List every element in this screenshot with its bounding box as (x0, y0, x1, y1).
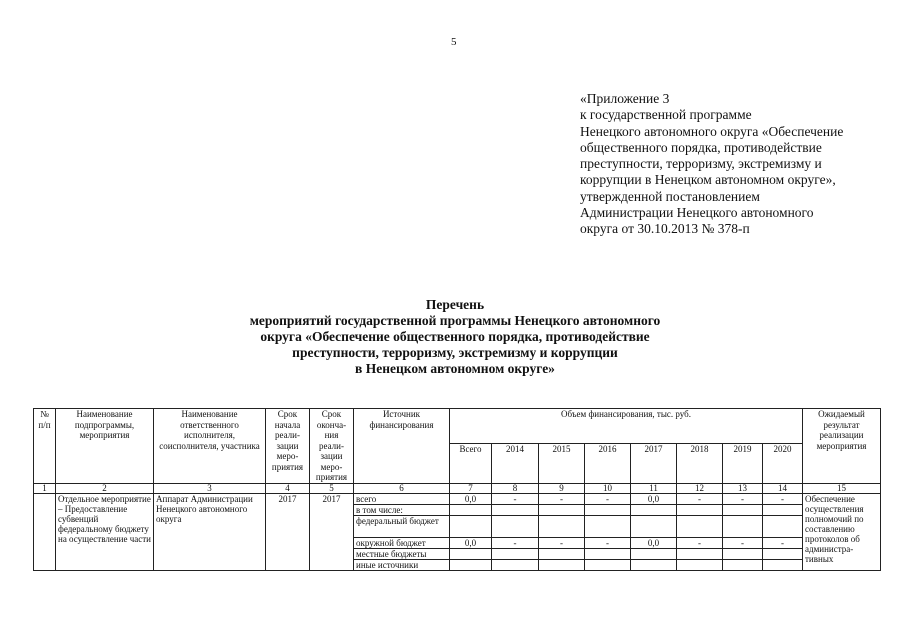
column-number: 8 (492, 483, 539, 493)
value-cell: - (763, 493, 803, 504)
row-num-cell (34, 493, 56, 570)
header-result: Ожидаемый результат реализации мероприятия (803, 409, 881, 484)
title-line: мероприятий государственной программы Ненецкого автономного (249, 313, 661, 328)
value-cell (450, 548, 492, 559)
value-cell (492, 559, 539, 570)
year-header: Всего (450, 443, 492, 483)
column-number: 6 (354, 483, 450, 493)
header-volume: Объем финансирования, тыс. руб. (450, 409, 803, 444)
column-number: 14 (763, 483, 803, 493)
column-number: 13 (723, 483, 763, 493)
column-number: 2 (56, 483, 154, 493)
row-name-cell: Отдельное мероприятие – Предоставление субвенций федеральному бюджету на осуществление части (56, 493, 154, 570)
value-cell: - (492, 493, 539, 504)
value-cell: - (723, 537, 763, 548)
source-label: окружной бюджет (354, 537, 450, 548)
value-cell (677, 559, 723, 570)
column-number: 15 (803, 483, 881, 493)
value-cell: - (763, 537, 803, 548)
column-number: 1 (34, 483, 56, 493)
value-cell: - (723, 493, 763, 504)
value-cell (585, 559, 631, 570)
value-cell (677, 504, 723, 515)
value-cell: - (585, 537, 631, 548)
header-executor: Наименование ответственного исполнителя, соисполнителя, участника (154, 409, 266, 484)
appendix-line: Ненецкого автономного округа «Обеспечение (580, 123, 844, 139)
value-cell: - (585, 493, 631, 504)
value-cell (492, 548, 539, 559)
value-cell: 0,0 (450, 537, 492, 548)
source-label: местные бюджеты (354, 548, 450, 559)
title-line: в Ненецком автономном округе» (355, 361, 555, 376)
value-cell: - (677, 493, 723, 504)
row-result-cell: Обеспечение осуществления полномочий по составлению протоколов об администра-тивных (803, 493, 881, 570)
year-header: 2017 (631, 443, 677, 483)
value-cell (723, 559, 763, 570)
appendix-line: преступности, терроризму, экстремизму и (580, 156, 822, 172)
value-cell: 0,0 (450, 493, 492, 504)
header-num: № п/п (34, 409, 56, 484)
row-end-cell: 2017 (310, 493, 354, 570)
source-label: в том числе: (354, 504, 450, 515)
table-row (34, 493, 881, 504)
value-cell (677, 515, 723, 537)
page-number: 5 (451, 36, 457, 48)
column-number: 9 (539, 483, 585, 493)
appendix-line: округа от 30.10.2013 № 378-п (580, 221, 750, 237)
value-cell (723, 548, 763, 559)
column-number: 5 (310, 483, 354, 493)
value-cell (539, 548, 585, 559)
appendix-line: коррупции в Ненецком автономном округе», (580, 172, 836, 188)
document-title (150, 297, 760, 377)
value-cell (585, 548, 631, 559)
value-cell: 0,0 (631, 493, 677, 504)
appendix-line: Администрации Ненецкого автономного (580, 205, 814, 221)
value-cell (450, 504, 492, 515)
value-cell (763, 504, 803, 515)
value-cell: - (492, 537, 539, 548)
row-executor-cell: Аппарат Администрации Ненецкого автономного округа (154, 493, 266, 570)
appendix-note (580, 91, 880, 238)
year-header: 2014 (492, 443, 539, 483)
value-cell (631, 515, 677, 537)
header-end: Срок оконча-ния реали-зации меро-приятия (310, 409, 354, 484)
column-number: 10 (585, 483, 631, 493)
year-header: 2020 (763, 443, 803, 483)
value-cell (492, 504, 539, 515)
value-cell (585, 515, 631, 537)
header-start: Срок начала реали-зации меро-приятия (266, 409, 310, 484)
title-line: Перечень (425, 297, 485, 312)
value-cell: 0,0 (631, 537, 677, 548)
year-header: 2019 (723, 443, 763, 483)
appendix-line: общественного порядка, противодействие (580, 139, 822, 155)
value-cell (450, 515, 492, 537)
value-cell (539, 515, 585, 537)
year-header: 2018 (677, 443, 723, 483)
column-number: 12 (677, 483, 723, 493)
title-line: округа «Обеспечение общественного порядка, противодействие (260, 329, 650, 344)
year-header: 2016 (585, 443, 631, 483)
year-header: 2015 (539, 443, 585, 483)
source-label: всего (354, 493, 450, 504)
value-cell (585, 504, 631, 515)
column-number: 7 (450, 483, 492, 493)
header-row (34, 409, 881, 444)
column-number: 4 (266, 483, 310, 493)
value-cell (763, 559, 803, 570)
row-start-cell: 2017 (266, 493, 310, 570)
value-cell (723, 515, 763, 537)
column-numbers-row (34, 483, 881, 493)
value-cell (539, 559, 585, 570)
value-cell (723, 504, 763, 515)
source-label: иные источники (354, 559, 450, 570)
value-cell: - (539, 493, 585, 504)
column-number: 3 (154, 483, 266, 493)
header-source: Источник финансирования (354, 409, 450, 484)
column-number: 11 (631, 483, 677, 493)
value-cell (677, 548, 723, 559)
appendix-line: «Приложение 3 (580, 91, 670, 106)
source-label: федеральный бюджет (354, 515, 450, 537)
value-cell (539, 504, 585, 515)
activities-table (33, 408, 881, 571)
value-cell (492, 515, 539, 537)
header-name: Наименование подпрограммы, мероприятия (56, 409, 154, 484)
value-cell (450, 559, 492, 570)
appendix-line: к государственной программе (580, 107, 752, 123)
value-cell: - (539, 537, 585, 548)
appendix-line: утвержденной постановлением (580, 188, 760, 204)
value-cell (763, 548, 803, 559)
value-cell (631, 559, 677, 570)
title-line: преступности, терроризму, экстремизму и коррупции (292, 345, 618, 360)
value-cell: - (677, 537, 723, 548)
value-cell (763, 515, 803, 537)
value-cell (631, 548, 677, 559)
value-cell (631, 504, 677, 515)
